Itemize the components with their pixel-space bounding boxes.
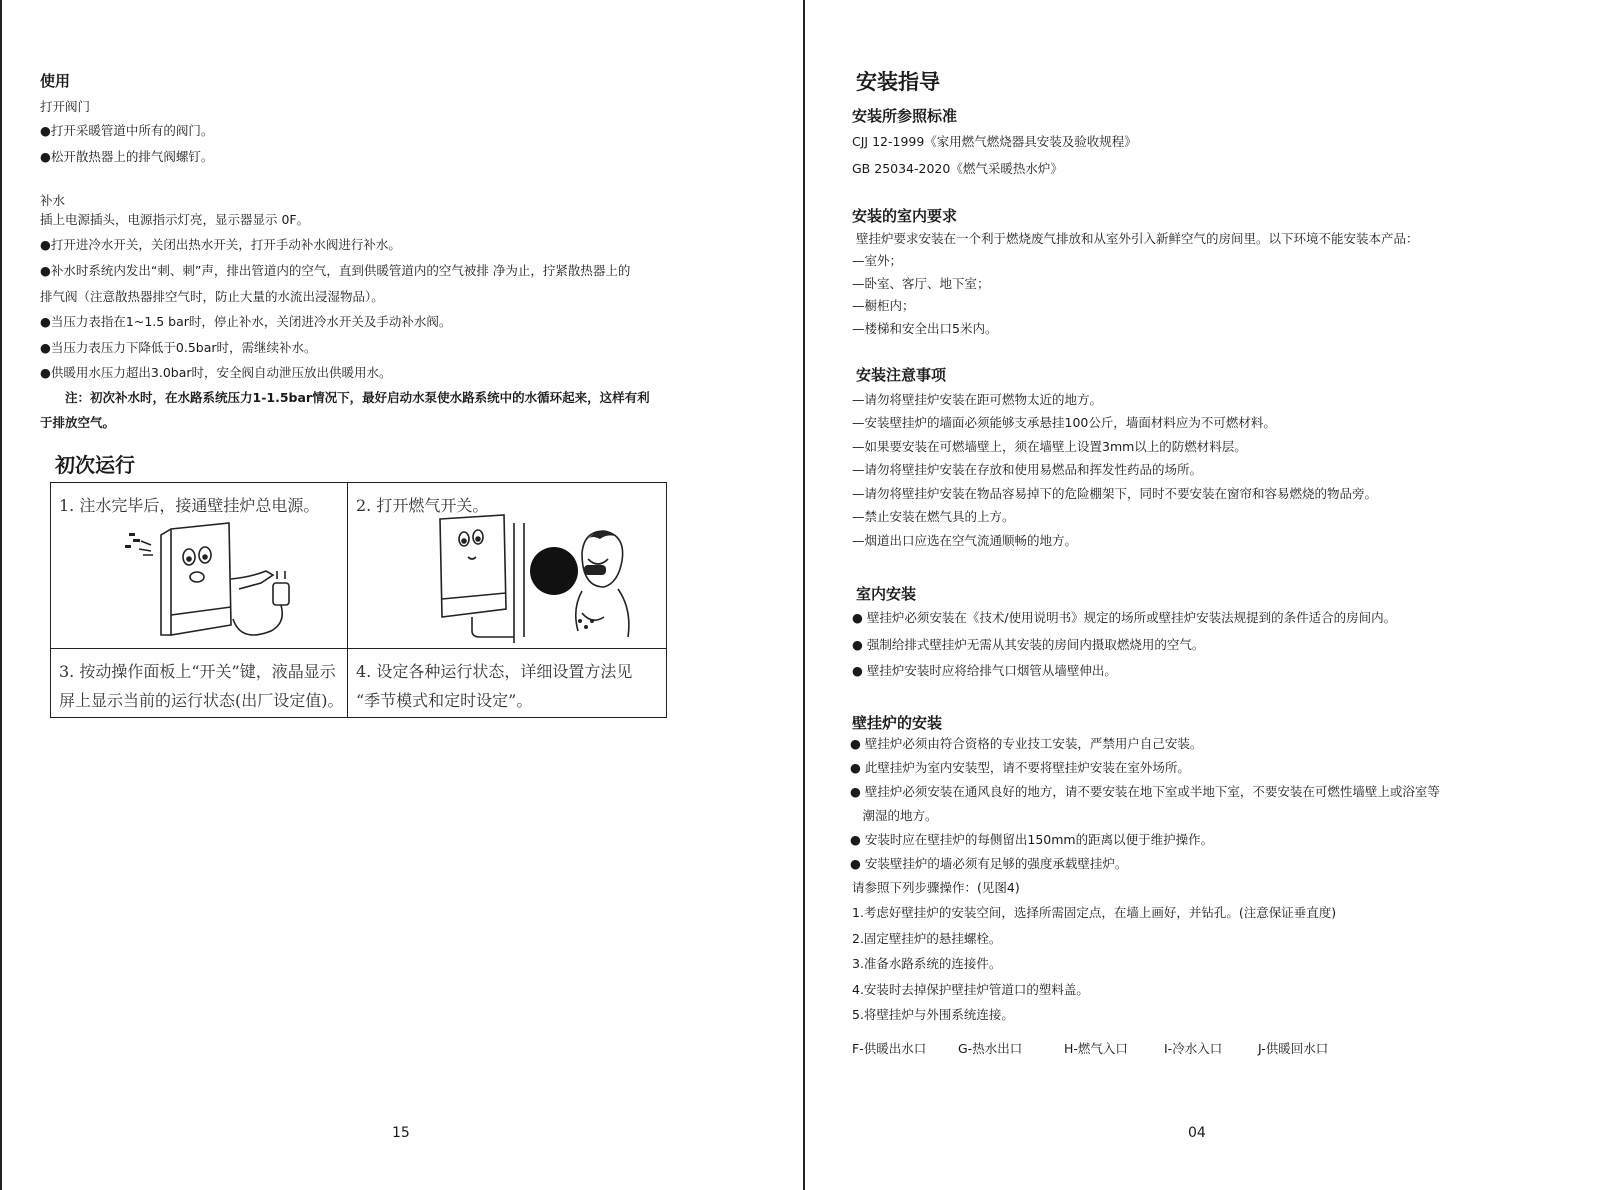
indoor-requirements-line: 壁挂炉要求安装在一个利于燃烧废气排放和从室外引入新鲜空气的房间里。以下环境不能安装本产品： [856, 231, 1419, 246]
step-cell-1 [51, 483, 348, 649]
boiler-install-line: 潮湿的地方。 [850, 808, 938, 823]
precaution-line: —请勿将壁挂炉安装在存放和使用易燃品和挥发性药品的场所。 [852, 462, 1203, 477]
refill-line: ●当压力表指在1~1.5 bar时，停止补水，关闭进冷水开关及手动补水阀。 [40, 314, 452, 329]
refill-line: 排气阀（注意散热器排空气时，防止大量的水流出浸湿物品）。 [40, 289, 384, 304]
page-number: 04 [1188, 1125, 1206, 1141]
open-valve-item: ●松开散热器上的排气阀螺钉。 [40, 149, 214, 164]
install-step: 2.固定壁挂炉的悬挂螺栓。 [852, 931, 1002, 946]
boiler-install-line: ● 壁挂炉必须由符合资格的专业技工安装，严禁用户自己安装。 [850, 736, 1203, 751]
usage-heading: 使用 [40, 72, 71, 90]
install-guide-title: 安装指导 [856, 70, 940, 94]
install-step: 5.将壁挂炉与外围系统连接。 [852, 1007, 1014, 1022]
legend-item: I-冷水入口 [1164, 1041, 1223, 1056]
step-caption: 1. 注水完毕后，接通壁挂炉总电源。 [59, 496, 320, 515]
indoor-install-line: ● 壁挂炉安装时应将给排气口烟管从墙壁伸出。 [852, 663, 1117, 678]
refill-note: 注：初次补水时，在水路系统压力1-1.5bar情况下，最好启动水泵使水路系统中的水循环起来，这样有利 [40, 390, 650, 405]
install-step: 1.考虑好壁挂炉的安装空间，选择所需固定点，在墙上画好，并钻孔。(注意保证垂直度) [852, 905, 1337, 920]
precaution-line: —请勿将壁挂炉安装在物品容易掉下的危险棚架下，同时不要安装在窗帘和容易燃烧的物品旁。 [852, 486, 1378, 501]
standard-item: CJJ 12-1999《家用燃气燃烧器具安装及验收规程》 [852, 134, 1137, 149]
refill-note: 于排放空气。 [40, 415, 116, 430]
precaution-line: —烟道出口应选在空气流通顺畅的地方。 [852, 533, 1078, 548]
precaution-line: —禁止安装在燃气具的上方。 [852, 509, 1015, 524]
refill-line: ●供暖用水压力超出3.0bar时，安全阀自动泄压放出供暖用水。 [40, 365, 392, 380]
boiler-install-line: ● 此壁挂炉为室内安装型，请不要将壁挂炉安装在室外场所。 [850, 760, 1190, 775]
open-valve-title: 打开阀门 [40, 99, 91, 114]
precaution-line: —请勿将壁挂炉安装在距可燃物太近的地方。 [852, 392, 1103, 407]
indoor-requirements-line: —楼梯和安全出口5米内。 [852, 321, 998, 336]
left-page [0, 0, 804, 1190]
open-valve-item: ●打开采暖管道中所有的阀门。 [40, 123, 214, 138]
indoor-requirements-heading: 安装的室内要求 [852, 207, 958, 225]
gas-switch-illustration [432, 513, 662, 647]
first-run-steps-table [50, 482, 667, 718]
right-page [806, 0, 1610, 1190]
refill-line: ●补水时系统内发出“刺、刺”声，排出管道内的空气，直到供暖管道内的空气被排 净为止，拧紧散热器上的 [40, 263, 631, 278]
refill-line: 插上电源插头，电源指示灯亮，显示器显示 0F。 [40, 212, 310, 227]
boiler-install-line: 请参照下列步骤操作：(见图4) [852, 880, 1020, 895]
refill-line: ●当压力表压力下降低于0.5bar时，需继续补水。 [40, 340, 317, 355]
step-caption: 屏上显示当前的运行状态(出厂设定值)。 [59, 691, 344, 710]
step-cell-2 [348, 483, 667, 649]
indoor-install-heading: 室内安装 [856, 585, 917, 603]
standard-item: GB 25034-2020《燃气采暖热水炉》 [852, 161, 1063, 176]
first-run-title: 初次运行 [55, 453, 135, 477]
step-caption: “季节模式和定时设定”。 [356, 691, 533, 710]
step-cell-3 [51, 649, 348, 718]
indoor-requirements-line: —室外； [852, 253, 903, 268]
legend-item: F-供暖出水口 [852, 1041, 927, 1056]
boiler-install-line: ● 安装时应在壁挂炉的每侧留出150mm的距离以便于维护操作。 [850, 832, 1214, 847]
precaution-line: —安装壁挂炉的墙面必须能够支承悬挂100公斤，墙面材料应为不可燃材料。 [852, 415, 1276, 430]
install-step: 3.准备水路系统的连接件。 [852, 956, 1002, 971]
step-caption: 2. 打开燃气开关。 [356, 496, 489, 515]
step-cell-4 [348, 649, 667, 718]
refill-title: 补水 [40, 193, 66, 208]
install-step: 4.安装时去掉保护壁挂炉管道口的塑料盖。 [852, 982, 1089, 997]
precautions-heading: 安装注意事项 [856, 366, 947, 384]
legend-item: G-热水出口 [958, 1041, 1023, 1056]
indoor-install-line: ● 强制给排式壁挂炉无需从其安装的房间内摄取燃烧用的空气。 [852, 637, 1205, 652]
indoor-requirements-line: —卧室、客厅、地下室； [852, 276, 990, 291]
step-caption: 4. 设定各种运行状态，详细设置方法见 [356, 662, 633, 681]
boiler-install-line: ● 壁挂炉必须安装在通风良好的地方，请不要安装在地下室或半地下室，不要安装在可燃性墙壁上或浴室等 [850, 784, 1440, 799]
boiler-install-line: ● 安装壁挂炉的墙必须有足够的强度承载壁挂炉。 [850, 856, 1128, 871]
refill-line: ●打开进冷水开关，关闭出热水开关，打开手动补水阀进行补水。 [40, 237, 401, 252]
precaution-line: —如果要安装在可燃墙壁上，须在墙壁上设置3mm以上的防燃材料层。 [852, 439, 1247, 454]
indoor-requirements-line: —橱柜内； [852, 298, 915, 313]
standards-heading: 安装所参照标准 [852, 107, 958, 125]
legend-item: J-供暖回水口 [1258, 1041, 1329, 1056]
boiler-install-heading: 壁挂炉的安装 [852, 714, 943, 732]
legend-item: H-燃气入口 [1064, 1041, 1128, 1056]
indoor-install-line: ● 壁挂炉必须安装在《技术/使用说明书》规定的场所或壁挂炉安装法规提到的条件适合的房间内。 [852, 610, 1397, 625]
step-caption: 3. 按动操作面板上“开关”键，液晶显示 [59, 662, 336, 681]
page-number: 15 [392, 1125, 410, 1141]
boiler-plug-illustration [121, 519, 321, 645]
